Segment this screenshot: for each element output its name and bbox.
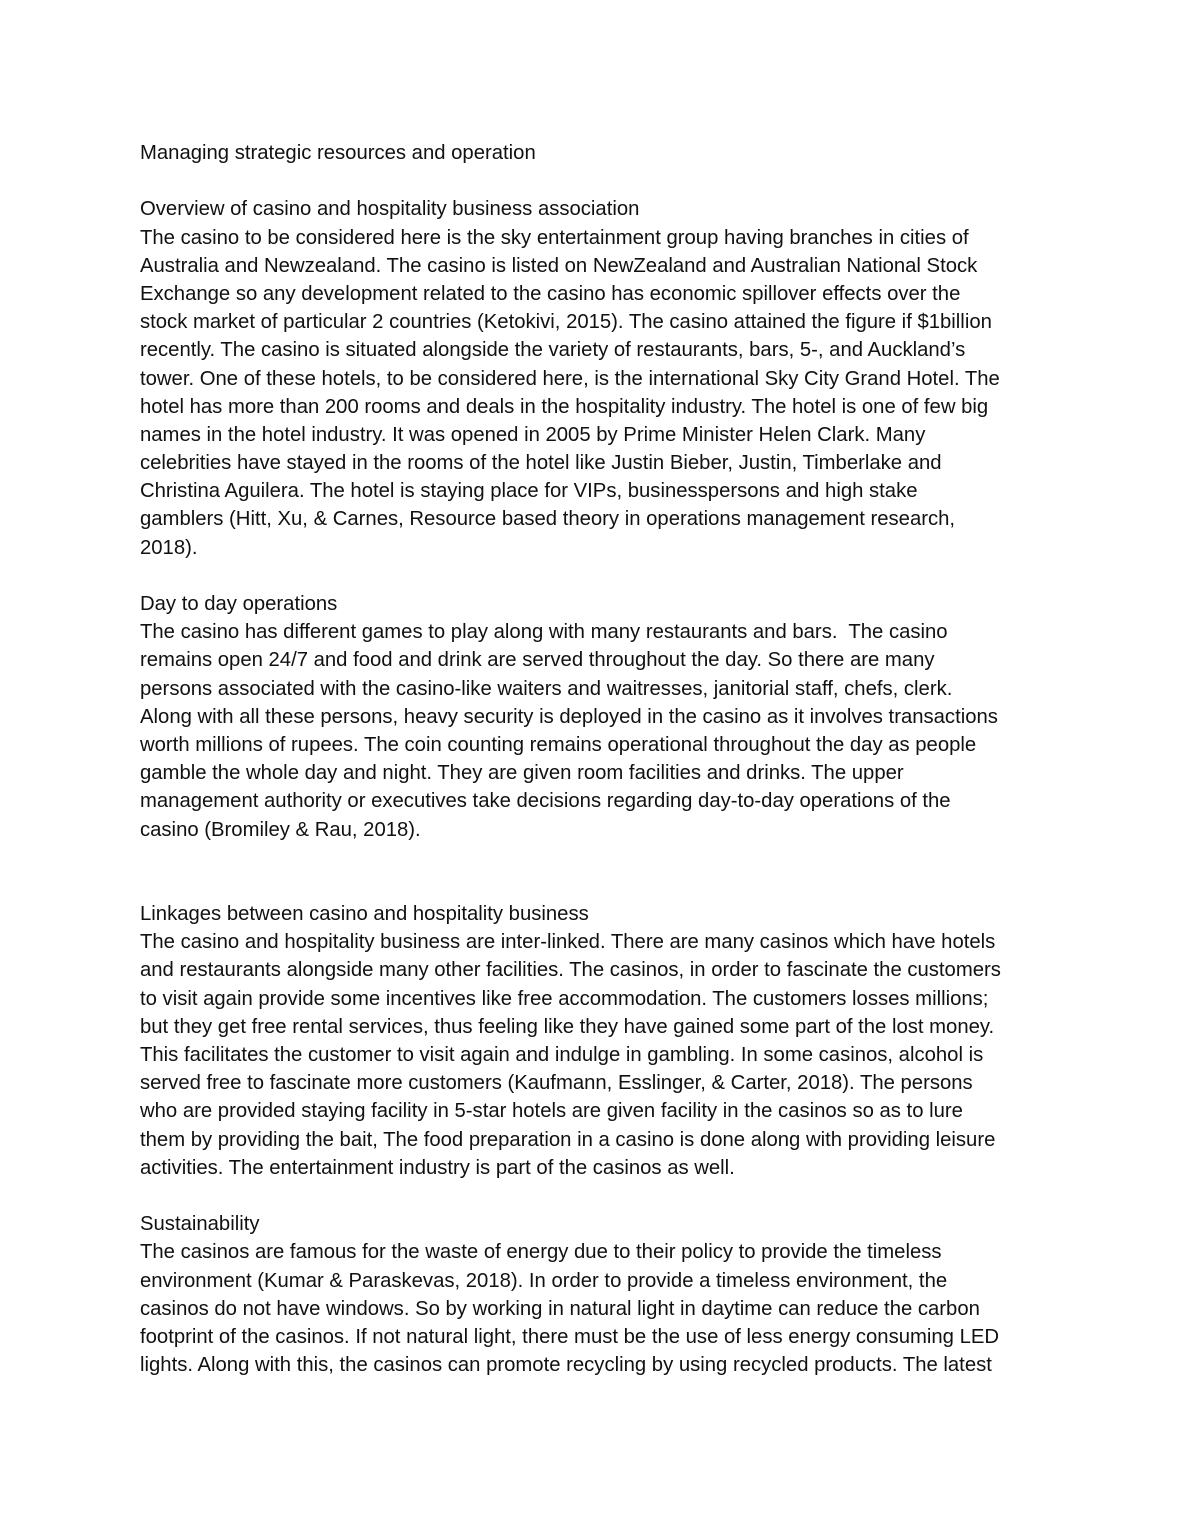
paragraph-line: hotel has more than 200 rooms and deals in the hospitality industry. The hotel is one of few big bbox=[140, 395, 989, 418]
paragraph-line: persons associated with the casino-like waiters and waitresses, janitorial staff, chefs, clerk. bbox=[140, 677, 953, 700]
paragraph-line: The casino and hospitality business are inter-linked. There are many casinos which have hotels bbox=[140, 931, 996, 954]
paragraph-line: served free to fascinate more customers (Kaufmann, Esslinger, & Carter, 2018). The persons bbox=[140, 1072, 973, 1095]
section-sustainability bbox=[140, 1210, 1060, 1379]
section-linkages bbox=[140, 900, 1060, 1182]
paragraph-line: who are provided staying facility in 5-star hotels are given facility in the casinos so as to lure bbox=[140, 1100, 963, 1123]
paragraph-line: to visit again provide some incentives like free accommodation. The customers losses millions; bbox=[140, 987, 989, 1010]
paragraph-line: stock market of particular 2 countries (Ketokivi, 2015). The casino attained the figure if $1billion bbox=[140, 311, 992, 334]
paragraph-line: gamble the whole day and night. They are given room facilities and drinks. The upper bbox=[140, 762, 904, 785]
section-day-to-day-operations bbox=[140, 590, 1060, 844]
section-heading: Sustainability bbox=[140, 1213, 260, 1236]
paragraph-line: This facilitates the customer to visit again and indulge in gambling. In some casinos, alcohol is bbox=[140, 1044, 984, 1067]
paragraph-line: names in the hotel industry. It was opened in 2005 by Prime Minister Helen Clark. Many bbox=[140, 423, 926, 446]
document-title: Managing strategic resources and operation bbox=[140, 142, 536, 164]
section-heading: Linkages between casino and hospitality business bbox=[140, 903, 589, 926]
paragraph-line: activities. The entertainment industry is part of the casinos as well. bbox=[140, 1156, 735, 1179]
paragraph-line: footprint of the casinos. If not natural light, there must be the use of less energy consuming LED bbox=[140, 1325, 1000, 1348]
paragraph-line: lights. Along with this, the casinos can promote recycling by using recycled products. The latest bbox=[140, 1354, 992, 1377]
paragraph-line: but they get free rental services, thus feeling like they have gained some part of the lost money. bbox=[140, 1015, 995, 1038]
paragraph-line: management authority or executives take decisions regarding day-to-day operations of the bbox=[140, 790, 951, 813]
paragraph-line: and restaurants alongside many other facilities. The casinos, in order to fascinate the customers bbox=[140, 959, 1001, 982]
paragraph-line: environment (Kumar & Paraskevas, 2018). In order to provide a timeless environment, the bbox=[140, 1269, 948, 1292]
paragraph-line: celebrities have stayed in the rooms of the hotel like Justin Bieber, Justin, Timberlake and bbox=[140, 452, 942, 475]
paragraph-line: Christina Aguilera. The hotel is staying place for VIPs, businesspersons and high stake bbox=[140, 480, 918, 503]
section-heading: Day to day operations bbox=[140, 593, 338, 615]
paragraph-line: Along with all these persons, heavy security is deployed in the casino as it involves transactions bbox=[140, 705, 998, 728]
paragraph-line: recently. The casino is situated alongside the variety of restaurants, bars, 5-, and Auckland’s bbox=[140, 339, 966, 362]
paragraph-line: The casinos are famous for the waste of energy due to their policy to provide the timeless bbox=[140, 1241, 942, 1264]
paragraph-line: gamblers (Hitt, Xu, & Carnes, Resource based theory in operations management research, bbox=[140, 508, 956, 531]
paragraph-line: them by providing the bait, The food preparation in a casino is done along with providing leisure bbox=[140, 1128, 996, 1151]
paragraph-line: The casino has different games to play along with many restaurants and bars. The casino bbox=[140, 621, 948, 644]
paragraph-line: casinos do not have windows. So by working in natural light in daytime can reduce the carbon bbox=[140, 1297, 980, 1320]
document-body bbox=[140, 139, 1060, 1379]
paragraph-line: tower. One of these hotels, to be considered here, is the international Sky City Grand Hotel. The bbox=[140, 367, 1000, 390]
paragraph-line: Exchange so any development related to the casino has economic spillover effects over the bbox=[140, 282, 961, 305]
paragraph-line: 2018). bbox=[140, 536, 198, 559]
section-heading: Overview of casino and hospitality business association bbox=[140, 198, 640, 221]
paragraph-line: Australia and Newzealand. The casino is listed on NewZealand and Australian National Stock bbox=[140, 254, 978, 277]
paragraph-line: The casino to be considered here is the sky entertainment group having branches in cities of bbox=[140, 226, 969, 249]
paragraph-line: remains open 24/7 and food and drink are served throughout the day. So there are many bbox=[140, 649, 935, 672]
paragraph-line: casino (Bromiley & Rau, 2018). bbox=[140, 818, 421, 841]
paragraph-line: worth millions of rupees. The coin counting remains operational throughout the day as people bbox=[140, 733, 977, 756]
section-overview bbox=[140, 195, 1060, 561]
